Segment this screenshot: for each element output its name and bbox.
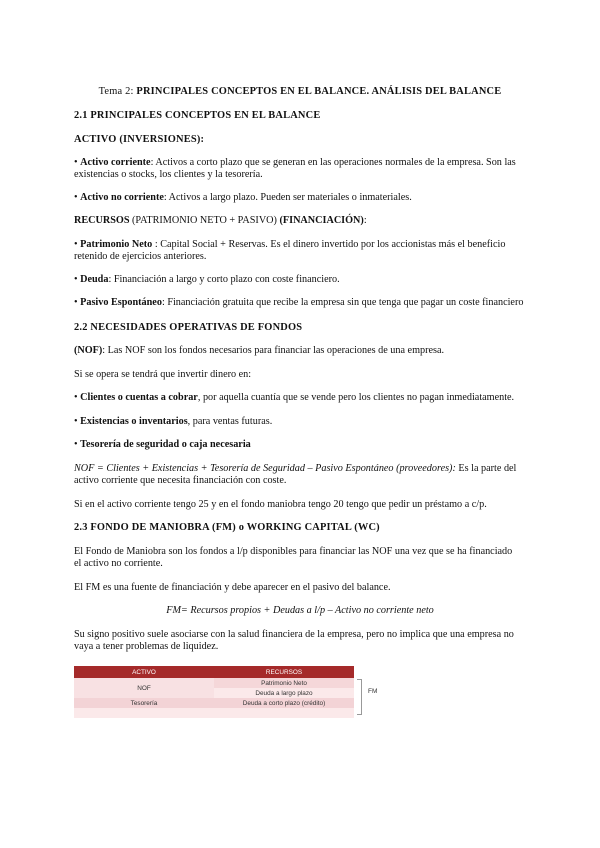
recursos-heading xyxy=(74,215,367,227)
activo-no-corriente-label: Activo no corriente xyxy=(80,192,164,203)
pasivo-espontaneo-text: : Financiación gratuita que recibe la empresa sin que tenga que pagar un coste financiero xyxy=(161,297,524,308)
table-row xyxy=(74,708,354,718)
patrimonio-neto-text: : Capital Social + Reservas. Es el dinero invertido por los accionistas más el beneficio retenido de ejercicios anteriores. xyxy=(74,239,506,262)
recursos-mid: (PATRIMONIO NETO + PASIVO) xyxy=(129,215,280,226)
patrimonio-neto-label: Patrimonio Neto xyxy=(80,239,153,250)
activo-corriente-paragraph xyxy=(74,157,520,181)
recursos-colon: : xyxy=(363,215,367,226)
fm-definition-paragraph: El Fondo de Maniobra son los fondos a l/p disponibles para financiar las NOF una vez que se ha financiado el activo no corriente. xyxy=(74,546,513,569)
title-prefix: Tema 2: xyxy=(98,86,134,97)
nof-text: : Las NOF son los fondos necesarios para financiar las operaciones de una empresa. xyxy=(102,345,445,356)
activo-heading-text: ACTIVO (INVERSIONES) xyxy=(74,134,201,145)
nof-label: (NOF) xyxy=(74,345,103,356)
clientes-paragraph xyxy=(74,392,514,404)
section-heading-2-3: 2.3 FONDO DE MANIOBRA (FM) o WORKING CAPITAL (WC) xyxy=(74,522,380,533)
recursos-financiacion: (FINANCIACIÓN) xyxy=(279,215,364,226)
section-heading-2-2: 2.2 NECESIDADES OPERATIVAS DE FONDOS xyxy=(74,322,303,333)
ejemplo-paragraph: Si en el activo corriente tengo 25 y en el fondo maniobra tengo 20 tengo que pedir un préstamo a c/p. xyxy=(74,499,487,510)
fm-bracket-label: FM xyxy=(368,688,378,695)
cell-empty xyxy=(74,708,214,718)
cell-empty xyxy=(214,708,354,718)
header-activo: ACTIVO xyxy=(74,666,214,678)
table-header-row xyxy=(74,666,354,678)
balance-table xyxy=(74,666,354,718)
patrimonio-neto-paragraph xyxy=(74,239,520,263)
document-title xyxy=(0,86,600,98)
section-heading-2-1: 2.1 PRINCIPALES CONCEPTOS EN EL BALANCE xyxy=(74,110,321,121)
bullet: • xyxy=(74,192,78,203)
cell-nof: NOF xyxy=(74,678,214,698)
bullet: • xyxy=(74,439,78,450)
activo-heading xyxy=(74,134,204,146)
header-recursos: RECURSOS xyxy=(214,666,354,678)
deuda-text: : Financiación a largo y corto plazo con coste financiero. xyxy=(108,274,340,285)
clientes-text: , por aquella cuantía que se vende pero los clientes no pagan inmediatamente. xyxy=(197,392,515,403)
nof-formula-text: Es la parte del activo corriente que necesita financiación con coste. xyxy=(74,463,517,486)
tesoreria-label: Tesorería de seguridad o caja necesaria xyxy=(80,439,251,450)
pasivo-espontaneo-label: Pasivo Espontáneo xyxy=(80,297,162,308)
bullet: • xyxy=(74,239,78,250)
table-row xyxy=(74,698,354,708)
nof-formula: NOF = Clientes + Existencias + Tesorería de Seguridad – Pasivo Espontáneo (proveedores): xyxy=(74,463,456,474)
activo-corriente-label: Activo corriente xyxy=(80,157,151,168)
bullet: • xyxy=(74,392,78,403)
nof-paragraph xyxy=(74,345,444,357)
pasivo-espontaneo-paragraph xyxy=(74,297,523,309)
cell-patrimonio-neto: Patrimonio Neto xyxy=(214,678,354,688)
clientes-label: Clientes o cuentas a cobrar xyxy=(80,392,198,403)
existencias-paragraph xyxy=(74,416,272,428)
bullet: • xyxy=(74,274,78,285)
bullet: • xyxy=(74,157,78,168)
activo-heading-colon: : xyxy=(200,134,205,145)
cell-tesoreria: Tesorería xyxy=(74,698,214,708)
activo-corriente-text: : Activos a corto plazo que se generan en las operaciones normales de la empresa. Son las existencias o stocks, los clientes y la tesorería. xyxy=(74,157,516,180)
title-text: PRINCIPALES CONCEPTOS EN EL BALANCE. ANÁLISIS DEL BALANCE xyxy=(136,86,502,97)
deuda-label: Deuda xyxy=(80,274,109,285)
bullet: • xyxy=(74,297,78,308)
recursos-label: RECURSOS xyxy=(74,215,130,226)
bullet: • xyxy=(74,416,78,427)
activo-no-corriente-paragraph xyxy=(74,192,412,204)
cell-deuda-largo-plazo: Deuda a largo plazo xyxy=(214,688,354,698)
activo-no-corriente-text: : Activos a largo plazo. Pueden ser materiales o inmateriales. xyxy=(163,192,412,203)
opera-paragraph: Si se opera se tendrá que invertir dinero en: xyxy=(74,369,252,380)
cell-deuda-corto-plazo: Deuda a corto plazo (crédito) xyxy=(214,698,354,708)
existencias-text: , para ventas futuras. xyxy=(187,416,273,427)
fm-bracket xyxy=(357,679,362,715)
fm-fuente-paragraph: El FM es una fuente de financiación y debe aparecer en el pasivo del balance. xyxy=(74,582,391,593)
table-row xyxy=(74,678,354,688)
existencias-label: Existencias o inventarios xyxy=(80,416,188,427)
signo-paragraph: Su signo positivo suele asociarse con la salud financiera de la empresa, pero no implica que una empresa no vaya a tener problemas de liquidez. xyxy=(74,629,514,652)
nof-formula-paragraph xyxy=(74,463,520,487)
tesoreria-paragraph xyxy=(74,439,251,451)
deuda-paragraph xyxy=(74,274,340,286)
fm-formula: FM= Recursos propios + Deudas a l/p – Activo no corriente neto xyxy=(166,605,434,616)
